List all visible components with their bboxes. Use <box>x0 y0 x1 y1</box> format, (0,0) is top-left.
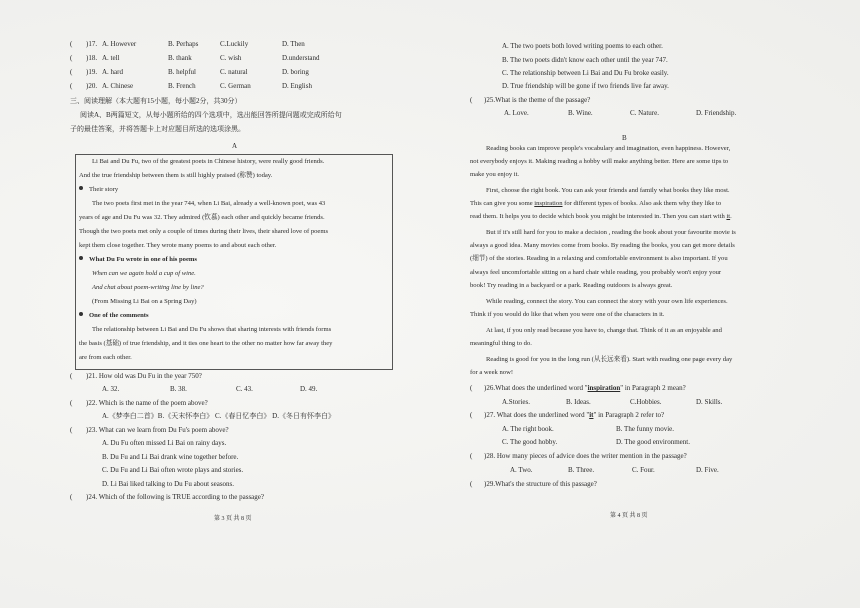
passage-a-box <box>75 154 393 370</box>
section-3-instructions: 阅读A、B两篇短文，从每小题所给的四个选项中，选出能回答所提问题或完成所给句 <box>80 111 342 119</box>
bullet-icon <box>79 312 83 316</box>
q24-option-a: A. The two poets both loved writing poems to each other. <box>502 42 663 50</box>
passage-a-line: Li Bai and Du Fu, two of the greatest poets in Chinese history, were really good friends. <box>92 158 325 165</box>
page-footer: 第 4 页 共 8 页 <box>610 513 648 519</box>
passage-a-line: are from each other. <box>79 354 132 361</box>
passage-label-a: A <box>232 142 238 150</box>
page-footer: 第 3 页 共 8 页 <box>214 516 252 522</box>
bullet-icon <box>79 186 83 190</box>
section-3-instructions-2: 子的最佳答案，并将答题卡上对应题目所选的选项涂黑。 <box>70 125 245 133</box>
heading-their-story: Their story <box>79 183 118 197</box>
passage-a-line: The relationship between Li Bai and Du Fu shows that sharing interests with friends forms <box>92 326 332 333</box>
passage-a-line: the basis (基础) of true friendship, and it ties one heart to the other no matter how far away they <box>79 340 333 347</box>
q24-option-c: C. The relationship between Li Bai and Du Fu broke easily. <box>502 69 669 77</box>
passage-a-line: The two poets first met in the year 744, when Li Bai, already a well-known poet, was 43 <box>92 200 326 207</box>
heading-comments: One of the comments <box>79 309 149 323</box>
passage-a-line: kept them close together. They wrote many poems to and about each other. <box>79 242 277 249</box>
poem-line: And chat about poem-writing line by line? <box>92 284 204 291</box>
poem-source: (From Missing Li Bai on a Spring Day) <box>92 298 197 305</box>
passage-a-line: Though the two poets met only a couple of times during their lives, their shared love of poems <box>79 228 329 235</box>
passage-a-line: And the true friendship between them is still highly praised (称赞) today. <box>79 172 273 179</box>
underlined-inspiration: inspiration <box>534 200 563 207</box>
underlined-it: it <box>726 213 731 220</box>
page-3: ( )17. A. However B. Perhaps C.Luckily D. Then ( )18. A. tell B. thank C. wish D.understand ( )19. A. hard B. helpful C. natural D. boring ( )20. A. Chinese B. French C. German D. English 三、阅读理解（本大题有15小题，每小题2分，共30分） 阅读A、B两篇短文，从每小题所给的四个选项中，选出能回答所提问题或完成所给句 子的最佳答案，并将答题卡上对应题目所选的选项涂黑。 A Li Bai and Du Fu, two of the greatest poets in Chinese history, were really good friends. And the true friendship between them is still highly praised (称赞) today. Their story The two poets first met in the year 744, when Li Bai, already a well-known poet, was 43 years of age and Du Fu was 32. They admired (钦慕) each other and quickly became friends. Though the two poets met only a couple of times during their lives, their shared love of poems kept them close together. They wrote many poems to and about each other. What Du Fu wrote in one of his poems When can we again hold a cup of wine. And chat about poem-writing line by line? (From Missing Li Bai on a Spring Day) One of the comments The relationship between Li Bai and Du Fu shows that sharing interests with friends forms the basis (基础) of true friendship, and it ties one heart to the other no matter how far away they are from each other. ( )21. How old was Du Fu in the year 750? A. 32. B. 38. C. 43. D. 49. ( )22. Which is the name of the poem above? A.《梦李白二首》B.《天末怀李白》 C.《春日忆李白》 D.《冬日有怀李白》 ( )23. What can we learn from Du Fu's poem above? A. Du Fu often missed Li Bai on rainy days. B. Du Fu and Li Bai drank wine together before. C. Du Fu and Li Bai often wrote plays and stories. D. Li Bai liked talking to Du Fu about seasons. ( )24. Which of the following is TRUE according to the passage? 第 3 页 共 8 页 <box>0 0 430 608</box>
page-4: A. The two poets both loved writing poems to each other. B. The two poets didn't know each other until the year 747. C. The relationship between Li Bai and Du Fu broke easily. D. True friendship will be gone if two friends live far away. ( )25.What is the theme of the passage? A. Love. B. Wine. C. Nature. D. Friendship. B Reading books can improve people's vocabulary and imagination, even happiness. However, not everybody enjoys it. Making reading a hobby will make anything better. Here are some tips to make you enjoy it. First, choose the right book. You can ask your friends and family what books they like most. This can give you some inspiration for different types of books. Also ask them why they like to read them. It helps you to decide which book you might be interested in. Then you can start with it. But if it's still hard for you to make a decision , reading the book about your favourite movie is always a good idea. Many movies come from books. By reading the books, you can get more details (细节) of the stories. Reading in a relaxing and comfortable environment is also important. If you always feel uncomfortable sitting on a hard chair while reading, you probably won't enjoy your book! Try reading in a backyard or a park. Reading outdoors is always great. While reading, connect the story. You can connect the story with your own life experiences. Think if you would do like that when you were one of the characters in it. At last, if you only read because you have to, change that. Think of it as an enjoyable and meaningful thing to do. Reading is good for you in the long run (从长远来看). Start with reading one page every day for a week now! ( )26.What does the underlined word "inspiration" in Paragraph 2 mean? A.Stories. B. Ideas. C.Hobbies. D. Skills. ( )27. What does the underlined word "it" in Paragraph 2 refer to? A. The right book. B. The funny movie. C. The good hobby. D. The good environment. ( )28. How many pieces of advice does the writer mention in the passage? A. Two. B. Three. C. Four. D. Five. ( )29.What's the structure of this passage? 第 4 页 共 8 页 <box>470 42 737 519</box>
passage-label-b: B <box>622 134 627 142</box>
bullet-icon <box>79 256 83 260</box>
q24-option-d: D. True friendship will be gone if two friends live far away. <box>502 82 669 90</box>
poem-line: When can we again hold a cup of wine. <box>92 270 196 277</box>
q24-option-b: B. The two poets didn't know each other until the year 747. <box>502 56 668 64</box>
passage-a-line: years of age and Du Fu was 32. They admired (钦慕) each other and quickly became friends. <box>79 214 325 221</box>
heading-du-fu-poem: What Du Fu wrote in one of his poems <box>79 253 197 267</box>
section-3-title: 三、阅读理解（本大题有15小题，每小题2分，共30分） <box>70 97 242 105</box>
